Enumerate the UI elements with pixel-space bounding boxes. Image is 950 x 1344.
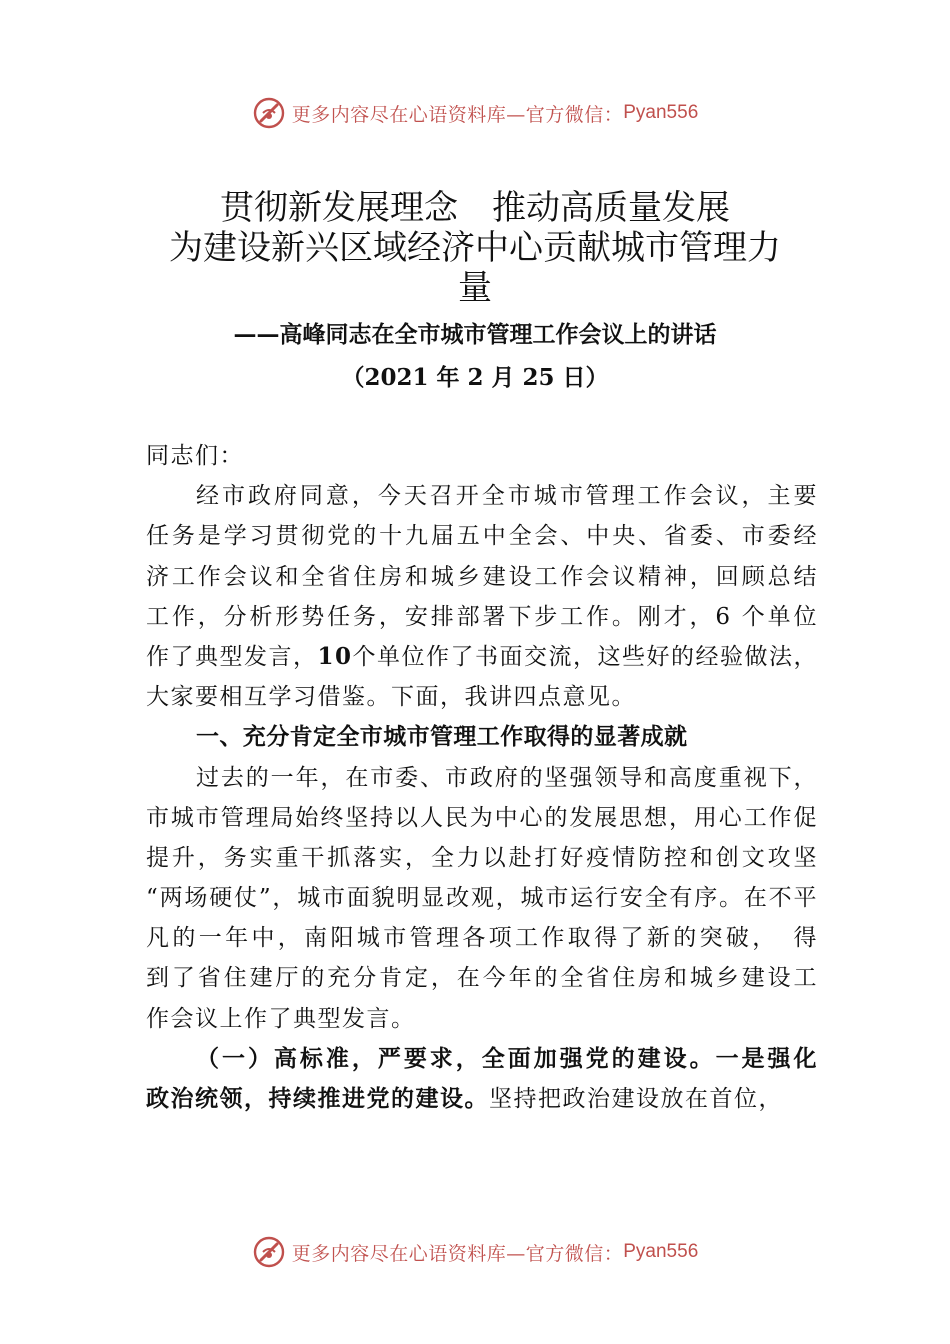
header-banner <box>0 93 950 133</box>
paragraph-line <box>146 637 818 677</box>
paragraph-line: 任务是学习贯彻党的十九届五中全会、中央、省委、市委经 <box>146 523 818 550</box>
paragraph-line: 济工作会议和全省住房和城乡建设工作会议精神，回顾总结 <box>146 563 818 590</box>
paragraph-line: 工作，分析形势任务，安排部署下步工作。刚才，6 个单位 <box>146 603 818 630</box>
speech-body <box>146 436 818 1119</box>
page-title-line-2: 为建设新兴区域经济中心贡献城市管理力 <box>169 228 781 268</box>
paragraph-line: “两场硬仗”，城市面貌明显改观，城市运行安全有序。在不平 <box>146 885 818 912</box>
speech-date: （2021 年 2 月 25 日） <box>341 364 609 391</box>
paragraph-line: 市城市管理局始终坚持以人民为中心的发展思想，用心工作促 <box>146 804 818 831</box>
banner-wechat-id: Pyan556 <box>623 102 699 123</box>
text-number: 10 <box>317 642 353 670</box>
text-segment: 个单位作了书面交流，这些好的经验做法， <box>352 643 818 670</box>
paragraph-line: 过去的一年，在市委、市政府的坚强领导和高度重视下， <box>196 764 818 791</box>
section-heading: 一、充分肯定全市城市管理工作取得的显著成就 <box>196 723 688 751</box>
page-title-line-3: 量 <box>458 268 492 308</box>
paragraph-line: 凡的一年中，南阳城市管理各项工作取得了新的突破， 得 <box>146 925 818 952</box>
subsection-heading: （一）高标准，严要求，全面加强党的建设。一是强化 <box>196 1044 818 1072</box>
paragraph-line <box>146 1079 818 1119</box>
banner-text: 更多内容尽在心语资料库—官方微信： <box>291 103 624 126</box>
paragraph-line: 大家要相互学习借鉴。下面，我讲四点意见。 <box>146 684 636 711</box>
page-title-line-1: 贯彻新发展理念 推动高质量发展 <box>220 188 730 228</box>
text-bold-segment: 政治统领，持续推进党的建设。 <box>146 1085 489 1112</box>
pen-logo-icon <box>252 96 286 130</box>
text-segment: 坚持把政治建设放在首位， <box>489 1086 783 1112</box>
paragraph-line: 经市政府同意，今天召开全市城市管理工作会议，主要 <box>196 483 818 510</box>
paragraph-line: 提升，务实重干抓落实，全力以赴打好疫情防控和创文攻坚 <box>146 844 818 871</box>
pen-logo-icon <box>252 1235 286 1269</box>
paragraph-line: 到了省住建厅的充分肯定，在今年的全省住房和城乡建设工 <box>146 965 818 992</box>
paragraph-line: 作会议上作了典型发言。 <box>146 1005 416 1032</box>
salutation: 同志们： <box>146 443 244 469</box>
banner-wechat-id: Pyan556 <box>623 1241 699 1262</box>
text-segment: 作了典型发言， <box>146 643 318 670</box>
speech-subtitle: ——高峰同志在全市城市管理工作会议上的讲话 <box>233 321 717 348</box>
footer-banner <box>0 1232 950 1272</box>
banner-text: 更多内容尽在心语资料库—官方微信： <box>291 1242 624 1265</box>
